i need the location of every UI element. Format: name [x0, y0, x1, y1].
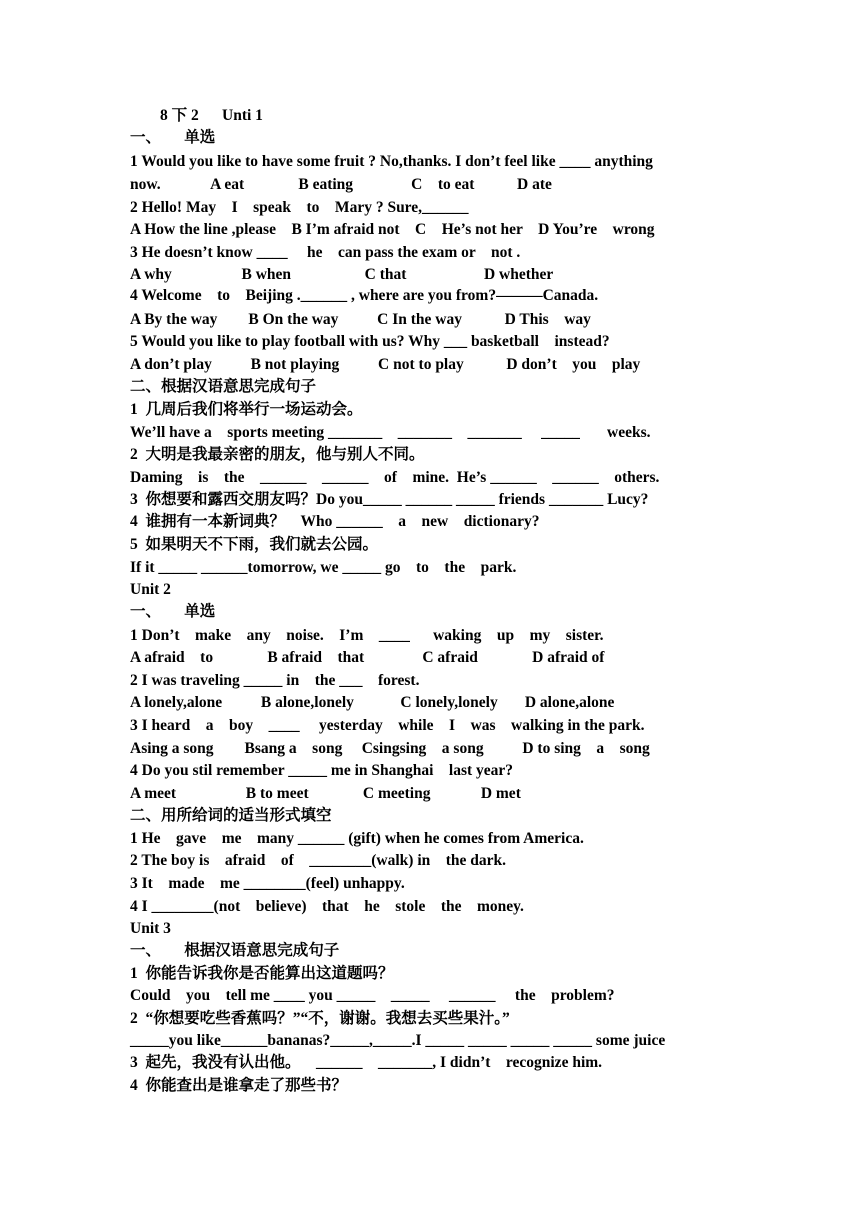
options-line: now. A eat B eating C to eat D ate [130, 176, 552, 193]
chinese-prompt: 2 大明是我最亲密的朋友，他与别人不同。 [130, 446, 425, 463]
answer-line: We’ll have a sports meeting _______ _______ _______ _____ weeks. [130, 424, 651, 441]
answer-line: Daming is the ______ ______ of mine. He’s ______ ______ others. [130, 469, 660, 486]
question-line: 4 谁拥有一本新词典？ Who ______ a new dictionary? [130, 513, 540, 530]
question-line: 1 Don’t make any noise. I’m ____ waking up my sister. [130, 627, 604, 644]
options-line: A lonely,alone B alone,lonely C lonely,lonely D alone,alone [130, 694, 615, 711]
question-line: 1 Would you like to have some fruit ? No,thanks. I don’t feel like ____ anything [130, 153, 653, 170]
options-line: A meet B to meet C meeting D met [130, 785, 521, 802]
options-line: A afraid to B afraid that C afraid D afraid of [130, 649, 605, 666]
options-line: Asing a song Bsang a song Csingsing a song D to sing a song [130, 740, 650, 757]
question-line: 3 起先，我没有认出他。 ______ _______, I didn’t recognize him. [130, 1054, 603, 1071]
question-line: 3 It made me ________(feel) unhappy. [130, 875, 405, 892]
options-line: A don’t play B not playing C not to play D don’t you play [130, 356, 641, 373]
options-line: A why B when C that D whether [130, 266, 554, 283]
chinese-prompt: 5 如果明天不下雨，我们就去公园。 [130, 536, 379, 553]
unit-heading: Unit 2 [130, 581, 171, 598]
question-line: 2 I was traveling _____ in the ___ forest. [130, 672, 420, 689]
chinese-prompt: 4 你能查出是谁拿走了那些书？ [130, 1077, 348, 1094]
chinese-prompt: 1 你能告诉我你是否能算出这道题吗？ [130, 965, 394, 982]
answer-line: Could you tell me ____ you _____ _____ ______ the problem? [130, 987, 615, 1004]
question-line: 5 Would you like to play football with us? Why ___ basketball instead? [130, 333, 610, 350]
question-line: 3 I heard a boy ____ yesterday while I was walking in the park. [130, 717, 645, 734]
section-heading: 一、 单选 [130, 129, 216, 146]
question-line: 2 The boy is afraid of ________(walk) in the dark. [130, 852, 507, 869]
chinese-prompt: 2 “你想要吃些香蕉吗？”“不，谢谢。我想去买些果汁。” [130, 1010, 510, 1027]
section-heading: 一、 根据汉语意思完成句子 [130, 942, 340, 959]
question-line: 4 Welcome to Beijing .______ , where are you from?———Canada. [130, 287, 599, 304]
section-heading: 二、根据汉语意思完成句子 [130, 378, 317, 395]
answer-line: _____you like______bananas?_____,_____.I _____ _____ _____ _____ some juice [130, 1032, 666, 1049]
document-title: 8 下 2 Unti 1 [160, 107, 263, 124]
chinese-prompt: 1 几周后我们将举行一场运动会。 [130, 401, 363, 418]
answer-line: If it _____ ______tomorrow, we _____ go to the park. [130, 559, 517, 576]
section-heading: 二、用所给词的适当形式填空 [130, 807, 332, 824]
question-line: 4 I ________(not believe) that he stole the money. [130, 898, 524, 915]
unit-heading: Unit 3 [130, 920, 171, 937]
question-line: 3 He doesn’t know ____ he can pass the exam or not . [130, 244, 521, 261]
question-line: 3 你想要和露西交朋友吗？Do you_____ ______ _____ friends _______ Lucy? [130, 491, 649, 508]
options-line: A By the way B On the way C In the way D This way [130, 311, 591, 328]
options-line: A How the line ,please B I’m afraid not C He’s not her D You’re wrong [130, 221, 655, 238]
question-line: 2 Hello! May I speak to Mary ? Sure,______ [130, 199, 469, 216]
question-line: 4 Do you stil remember _____ me in Shanghai last year? [130, 762, 514, 779]
question-line: 1 He gave me many ______ (gift) when he comes from America. [130, 830, 584, 847]
section-heading: 一、 单选 [130, 603, 216, 620]
